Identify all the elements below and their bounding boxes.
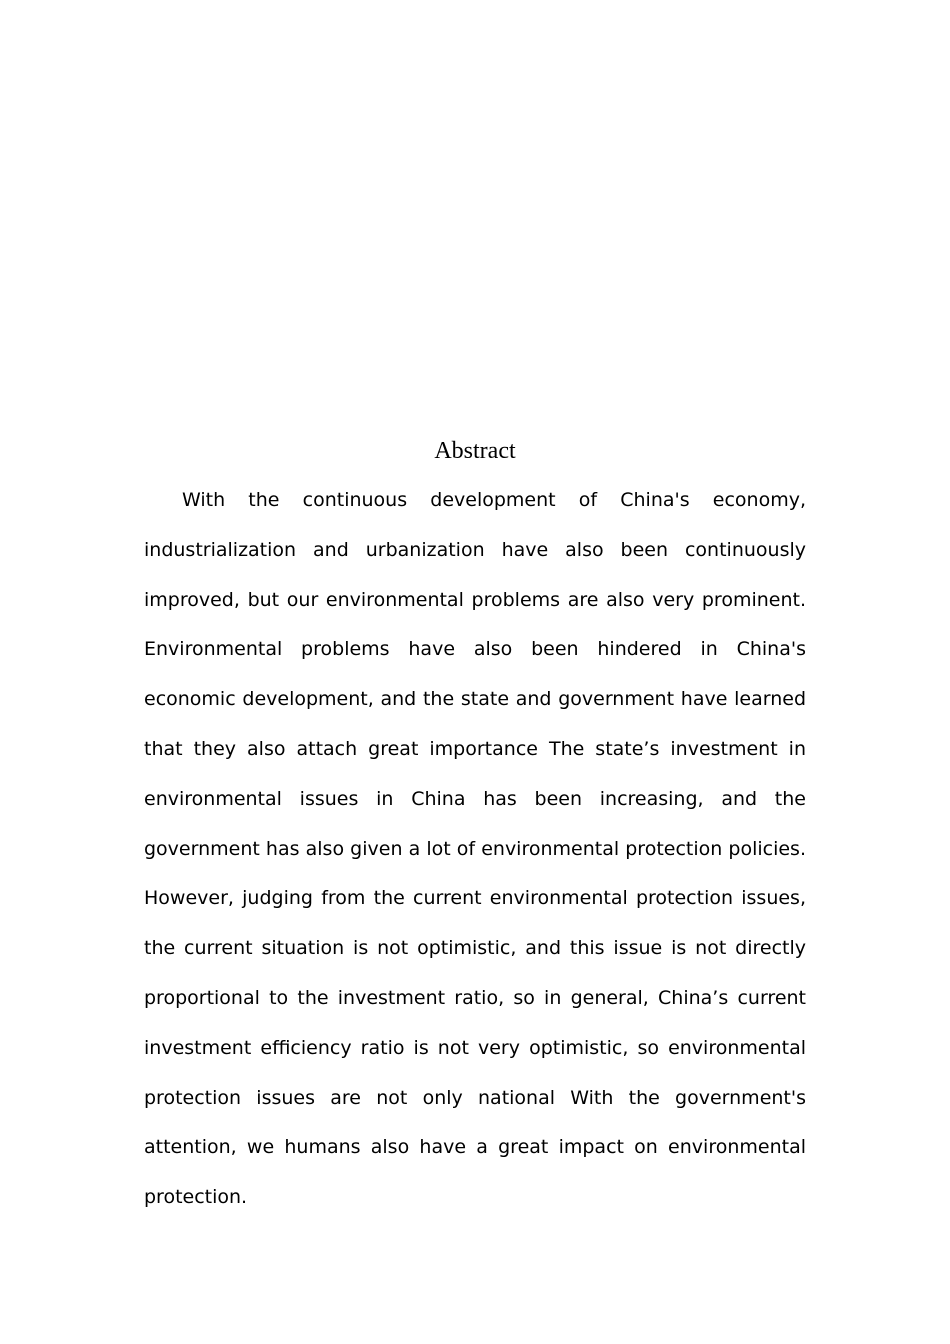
abstract-paragraph: With the continuous development of China's economy, industrialization and urbanization have also been continuously improved, but our environmental problems are also very prominent. Environmental problems have also been hindered in China's economic development, and the state and government have learned that they also attach great importance The state’s investment in environmental issues in China has been increasing, and the government has also given a lot of environmental protection policies. However, judging from the current environmental protection issues, the current situation is not optimistic, and this issue is not directly proportional to the investment ratio, so in general, China’s current investment efficiency ratio is not very optimistic, so environmental protection issues are not only national With the government's attention, we humans also have a great impact on environmental protection. bbox=[144, 489, 806, 1209]
abstract-heading: Abstract bbox=[434, 438, 516, 464]
